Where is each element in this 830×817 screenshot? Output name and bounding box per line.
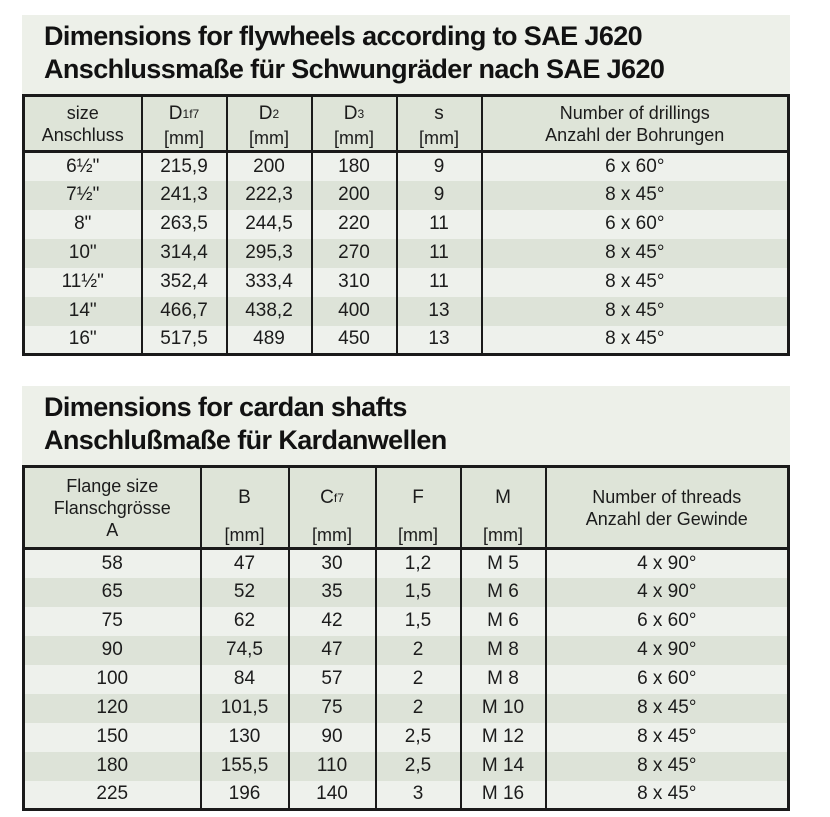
table-cell: 120 bbox=[24, 694, 201, 723]
table-cell: 6 x 60° bbox=[546, 665, 789, 694]
table-cell: 489 bbox=[227, 326, 312, 355]
table-row bbox=[24, 549, 789, 578]
table-cell: 2 bbox=[376, 636, 461, 665]
table-cell: 314,4 bbox=[142, 239, 227, 268]
table-cell: 7½" bbox=[24, 181, 142, 210]
table-row bbox=[24, 578, 789, 607]
table-cell: 438,2 bbox=[227, 297, 312, 326]
table-cell: 270 bbox=[312, 239, 397, 268]
col-header-cf7: C f7 [mm] bbox=[289, 467, 376, 549]
table-cell: 8 x 45° bbox=[546, 781, 789, 810]
table-row bbox=[24, 607, 789, 636]
table-cell: M 16 bbox=[461, 781, 546, 810]
table-cell: 8" bbox=[24, 210, 142, 239]
table-cell: 35 bbox=[289, 578, 376, 607]
table-cell: 1,2 bbox=[376, 549, 461, 578]
table-cell: 200 bbox=[227, 152, 312, 181]
table-cell: 14" bbox=[24, 297, 142, 326]
table-row bbox=[24, 752, 789, 781]
table-cell: 75 bbox=[24, 607, 201, 636]
flywheels-title-en: Dimensions for flywheels according to SAE J620 bbox=[44, 21, 643, 51]
table-cell: 8 x 45° bbox=[546, 723, 789, 752]
table-cell: 8 x 45° bbox=[482, 239, 789, 268]
cardan-table-body bbox=[24, 549, 789, 810]
table-cell: 110 bbox=[289, 752, 376, 781]
table-cell: M 6 bbox=[461, 578, 546, 607]
cardan-table-header bbox=[24, 467, 789, 549]
table-cell: 47 bbox=[289, 636, 376, 665]
table-cell: 10" bbox=[24, 239, 142, 268]
table-cell: 220 bbox=[312, 210, 397, 239]
table-row bbox=[24, 268, 789, 297]
col-header-b: B [mm] bbox=[201, 467, 289, 549]
table-cell: 155,5 bbox=[201, 752, 289, 781]
table-cell: 2,5 bbox=[376, 752, 461, 781]
table-cell: 400 bbox=[312, 297, 397, 326]
table-cell: 244,5 bbox=[227, 210, 312, 239]
table-row bbox=[24, 181, 789, 210]
col-header-f: F [mm] bbox=[376, 467, 461, 549]
table-row bbox=[24, 636, 789, 665]
table-cell: 8 x 45° bbox=[546, 694, 789, 723]
table-cell: 52 bbox=[201, 578, 289, 607]
table-cell: 180 bbox=[24, 752, 201, 781]
table-cell: M 10 bbox=[461, 694, 546, 723]
col-header-threads: Number of threads Anzahl der Gewinde bbox=[546, 467, 789, 549]
cardan-title-en: Dimensions for cardan shafts bbox=[44, 392, 407, 422]
table-row bbox=[24, 210, 789, 239]
table-row bbox=[24, 781, 789, 810]
table-cell: 74,5 bbox=[201, 636, 289, 665]
table-cell: 11 bbox=[397, 210, 482, 239]
table-cell: 6 x 60° bbox=[546, 607, 789, 636]
table-cell: 58 bbox=[24, 549, 201, 578]
col-header-size: size Anschluss bbox=[24, 96, 142, 152]
table-row bbox=[24, 665, 789, 694]
table-cell: 130 bbox=[201, 723, 289, 752]
table-cell: 57 bbox=[289, 665, 376, 694]
cardan-title-de: Anschlußmaße für Kardanwellen bbox=[44, 425, 447, 455]
table-cell: 517,5 bbox=[142, 326, 227, 355]
table-cell: 8 x 45° bbox=[482, 268, 789, 297]
table-row bbox=[24, 326, 789, 355]
col-header-flange-size: Flange size Flanschgrösse A bbox=[24, 467, 201, 549]
section-gap bbox=[22, 356, 790, 386]
table-cell: 13 bbox=[397, 326, 482, 355]
table-cell: 8 x 45° bbox=[482, 297, 789, 326]
table-row bbox=[24, 723, 789, 752]
table-row bbox=[24, 152, 789, 181]
table-cell: 90 bbox=[289, 723, 376, 752]
table-cell: 196 bbox=[201, 781, 289, 810]
table-cell: 90 bbox=[24, 636, 201, 665]
table-cell: 4 x 90° bbox=[546, 549, 789, 578]
table-cell: 295,3 bbox=[227, 239, 312, 268]
flywheels-section bbox=[22, 15, 790, 356]
col-header-m: M [mm] bbox=[461, 467, 546, 549]
table-cell: 8 x 45° bbox=[482, 326, 789, 355]
flywheels-title-block bbox=[22, 15, 790, 94]
col-header-s: s [mm] bbox=[397, 96, 482, 152]
table-cell: 8 x 45° bbox=[546, 752, 789, 781]
table-cell: 1,5 bbox=[376, 578, 461, 607]
table-cell: 13 bbox=[397, 297, 482, 326]
table-cell: 352,4 bbox=[142, 268, 227, 297]
col-header-drillings: Number of drillings Anzahl der Bohrungen bbox=[482, 96, 789, 152]
table-cell: 310 bbox=[312, 268, 397, 297]
table-cell: 450 bbox=[312, 326, 397, 355]
table-cell: 215,9 bbox=[142, 152, 227, 181]
cardan-table bbox=[22, 465, 790, 811]
col-header-d2: D 2 [mm] bbox=[227, 96, 312, 152]
col-header-d1f7: D 1f7 [mm] bbox=[142, 96, 227, 152]
table-cell: M 5 bbox=[461, 549, 546, 578]
cardan-section bbox=[22, 386, 790, 811]
table-cell: 100 bbox=[24, 665, 201, 694]
table-cell: 6 x 60° bbox=[482, 152, 789, 181]
table-cell: 11 bbox=[397, 268, 482, 297]
table-cell: 30 bbox=[289, 549, 376, 578]
table-cell: 6½" bbox=[24, 152, 142, 181]
table-cell: 3 bbox=[376, 781, 461, 810]
table-row bbox=[24, 297, 789, 326]
table-cell: 180 bbox=[312, 152, 397, 181]
table-cell: 333,4 bbox=[227, 268, 312, 297]
table-cell: 150 bbox=[24, 723, 201, 752]
flywheels-title-de: Anschlussmaße für Schwungräder nach SAE J620 bbox=[44, 54, 665, 84]
table-cell: M 8 bbox=[461, 665, 546, 694]
table-cell: 263,5 bbox=[142, 210, 227, 239]
table-cell: 2 bbox=[376, 665, 461, 694]
table-cell: 241,3 bbox=[142, 181, 227, 210]
table-cell: 4 x 90° bbox=[546, 578, 789, 607]
col-header-d3: D 3 [mm] bbox=[312, 96, 397, 152]
table-cell: 47 bbox=[201, 549, 289, 578]
table-cell: 42 bbox=[289, 607, 376, 636]
table-cell: 222,3 bbox=[227, 181, 312, 210]
table-cell: 1,5 bbox=[376, 607, 461, 636]
table-cell: 200 bbox=[312, 181, 397, 210]
table-cell: 140 bbox=[289, 781, 376, 810]
table-cell: M 6 bbox=[461, 607, 546, 636]
flywheels-table-body bbox=[24, 152, 789, 355]
table-cell: 11 bbox=[397, 239, 482, 268]
table-cell: 466,7 bbox=[142, 297, 227, 326]
table-row bbox=[24, 239, 789, 268]
table-cell: 9 bbox=[397, 152, 482, 181]
table-cell: 225 bbox=[24, 781, 201, 810]
table-cell: 4 x 90° bbox=[546, 636, 789, 665]
table-cell: 11½" bbox=[24, 268, 142, 297]
cardan-title-block bbox=[22, 386, 790, 465]
table-cell: 75 bbox=[289, 694, 376, 723]
table-cell: 6 x 60° bbox=[482, 210, 789, 239]
table-cell: 101,5 bbox=[201, 694, 289, 723]
table-cell: M 14 bbox=[461, 752, 546, 781]
table-cell: M 8 bbox=[461, 636, 546, 665]
table-cell: 84 bbox=[201, 665, 289, 694]
table-cell: 16" bbox=[24, 326, 142, 355]
table-cell: 8 x 45° bbox=[482, 181, 789, 210]
table-cell: 2,5 bbox=[376, 723, 461, 752]
table-row bbox=[24, 694, 789, 723]
table-cell: 65 bbox=[24, 578, 201, 607]
table-cell: M 12 bbox=[461, 723, 546, 752]
flywheels-table-header bbox=[24, 96, 789, 152]
table-cell: 62 bbox=[201, 607, 289, 636]
table-cell: 2 bbox=[376, 694, 461, 723]
table-cell: 9 bbox=[397, 181, 482, 210]
flywheels-table bbox=[22, 94, 790, 356]
